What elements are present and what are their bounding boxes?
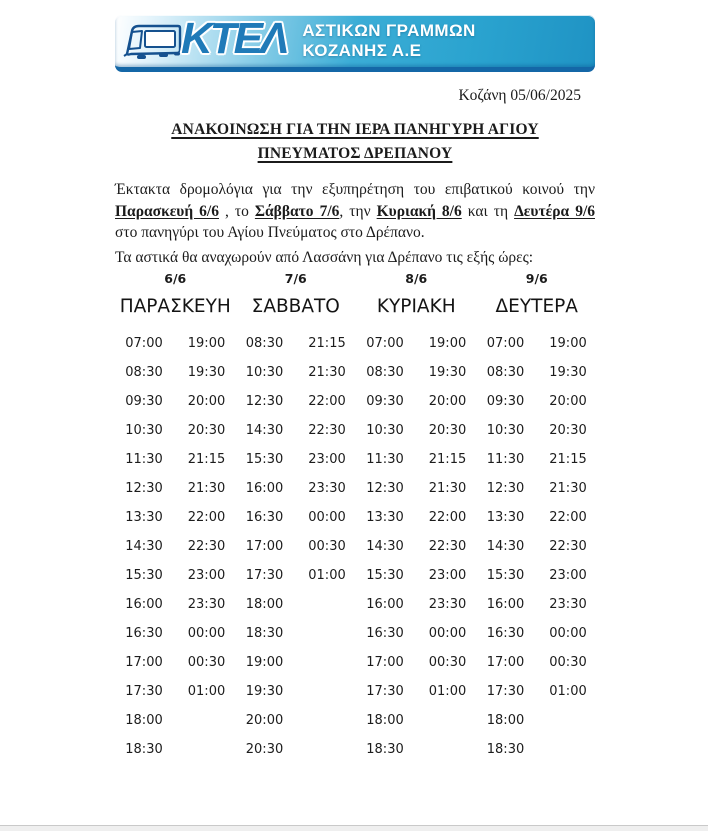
departure-time-cell: 13:30 — [486, 510, 525, 525]
schedule-day-group — [356, 590, 477, 619]
departure-time-cell: 20:00 — [549, 394, 587, 409]
schedule-day-group — [115, 706, 236, 735]
departure-time-cell: 10:30 — [486, 423, 525, 438]
departure-time-cell: 00:30 — [549, 655, 587, 670]
departure-time-cell: 18:00 — [125, 713, 163, 728]
schedule-day-group — [236, 561, 357, 590]
departure-time-cell: 20:00 — [187, 394, 226, 409]
departure-time-cell: 01:00 — [549, 684, 587, 699]
schedule-day-group — [236, 329, 357, 358]
departure-time-cell: 00:30 — [428, 655, 467, 670]
departure-time-cell: 19:00 — [245, 655, 284, 670]
schedule-day-group — [477, 619, 598, 648]
departure-time-cell: 16:30 — [366, 626, 404, 641]
schedule-day-group — [356, 474, 477, 503]
schedule-day-group — [236, 677, 357, 706]
schedule-day-group — [477, 735, 598, 764]
schedule-day-group — [236, 445, 357, 474]
departure-time-cell: 16:00 — [486, 597, 525, 612]
schedule-day-group — [115, 503, 236, 532]
departure-time-cell: 17:00 — [245, 539, 284, 554]
schedule-days-row — [115, 290, 597, 323]
schedule-day-group — [356, 445, 477, 474]
schedule-day-group — [356, 503, 477, 532]
departure-time-cell: 14:30 — [486, 539, 525, 554]
schedule-day-group — [236, 416, 357, 445]
schedule-day-group — [477, 474, 598, 503]
title-line1: ΑΝΑΚΟΙΝΩΣΗ ΓΙΑ ΤΗΝ ΙΕΡΑ ΠΑΝΗΓΥΡΗ ΑΓΙΟΥ — [171, 121, 539, 138]
departure-time-cell: 17:30 — [486, 684, 525, 699]
schedule-row — [115, 445, 597, 474]
departure-time-cell: 19:00 — [187, 336, 226, 351]
departure-time-cell: 17:30 — [366, 684, 404, 699]
departure-time-cell: 16:30 — [486, 626, 525, 641]
schedule-day-group — [236, 474, 357, 503]
departure-time-cell: 14:30 — [366, 539, 404, 554]
departure-time-cell: 20:30 — [549, 423, 587, 438]
schedule-day-header: ΠΑΡΑΣΚΕΥΗ — [119, 296, 231, 317]
schedule-day-group — [477, 677, 598, 706]
schedule-day-group — [236, 619, 357, 648]
departure-time-cell: 14:30 — [125, 539, 163, 554]
ktel-logo — [115, 15, 595, 72]
departure-schedule-table — [115, 270, 597, 764]
departure-time-cell: 23:30 — [549, 597, 587, 612]
schedule-day-group — [236, 706, 357, 735]
schedule-day-group — [236, 387, 357, 416]
departure-time-cell: 15:30 — [486, 568, 525, 583]
departure-time-cell: 11:30 — [366, 452, 404, 467]
departure-time-cell: 21:15 — [308, 336, 346, 351]
departure-time-cell: 22:30 — [549, 539, 587, 554]
departure-time-cell: 19:00 — [549, 336, 587, 351]
departure-note: Τα αστικά θα αναχωρούν από Λασσάνη για Δρέπανο τις εξής ώρες: — [115, 248, 534, 266]
departure-time-cell: 14:30 — [245, 423, 284, 438]
schedule-date-header: 9/6 — [525, 271, 548, 286]
intro-text-end: στο πανηγύρι του Αγίου Πνεύματος στο Δρέπανο. — [115, 224, 425, 241]
departure-time-cell: 17:00 — [486, 655, 525, 670]
schedule-day-group — [477, 387, 598, 416]
departure-time-cell: 09:30 — [366, 394, 404, 409]
schedule-day-group — [236, 735, 357, 764]
departure-time-cell: 10:30 — [125, 423, 163, 438]
schedule-day-header: ΔΕΥΤΕΡΑ — [495, 296, 578, 317]
departure-time-cell: 00:00 — [308, 510, 346, 525]
schedule-day-group — [356, 561, 477, 590]
schedule-day-header: ΣΑΒΒΑΤΟ — [251, 296, 340, 317]
schedule-day-group — [115, 648, 236, 677]
schedule-day-group — [115, 329, 236, 358]
intro-text: Έκτακτα δρομολόγια για την εξυπηρέτηση του επιβατικού κοινού την — [115, 181, 595, 198]
departure-time-cell: 09:30 — [125, 394, 163, 409]
title-line2: ΠΝΕΥΜΑΤΟΣ ΔΡΕΠΑΝΟΥ — [257, 145, 453, 162]
ktel-brand-text: ΚΤΕΛ — [181, 14, 287, 63]
intro-sunday: Κυριακή 8/6 — [376, 202, 462, 220]
logo-subtitle-line2: ΚΟΖΑΝΗΣ Α.Ε — [302, 41, 422, 60]
departure-time-cell: 12:30 — [245, 394, 284, 409]
intro-friday: Παρασκευή 6/6 — [115, 202, 219, 220]
schedule-date-header: 6/6 — [164, 271, 187, 286]
schedule-day-group — [115, 387, 236, 416]
schedule-row — [115, 387, 597, 416]
schedule-day-group — [115, 735, 236, 764]
schedule-day-group — [236, 590, 357, 619]
schedule-row — [115, 706, 597, 735]
departure-time-cell: 00:00 — [428, 626, 467, 641]
departure-time-cell: 00:00 — [549, 626, 587, 641]
departure-time-cell: 22:00 — [308, 394, 346, 409]
schedule-day-group — [477, 416, 598, 445]
window-bottom-edge — [0, 825, 708, 831]
departure-time-cell: 13:30 — [125, 510, 163, 525]
departure-time-cell: 00:30 — [187, 655, 226, 670]
intro-sep1: , το — [218, 202, 255, 220]
departure-time-cell: 12:30 — [125, 481, 163, 496]
departure-time-cell: 21:15 — [428, 452, 467, 467]
departure-time-cell: 22:30 — [308, 423, 346, 438]
departure-time-cell: 21:15 — [187, 452, 226, 467]
intro-monday: Δευτέρα 9/6 — [514, 202, 595, 220]
departure-time-cell: 16:30 — [245, 510, 284, 525]
departure-time-cell: 23:30 — [428, 597, 467, 612]
departure-time-cell: 22:30 — [187, 539, 226, 554]
schedule-day-group — [115, 416, 236, 445]
departure-time-cell: 00:30 — [308, 539, 346, 554]
departure-time-cell: 11:30 — [125, 452, 163, 467]
departure-time-cell: 23:30 — [308, 481, 346, 496]
departure-time-cell: 21:30 — [549, 481, 587, 496]
departure-time-cell: 21:30 — [428, 481, 467, 496]
logo-subtitle-line1: ΑΣΤΙΚΩΝ ΓΡΑΜΜΩΝ — [302, 20, 476, 40]
schedule-day-group — [356, 358, 477, 387]
departure-time-cell: 01:00 — [187, 684, 226, 699]
departure-time-cell: 21:30 — [308, 365, 346, 380]
departure-time-cell: 07:00 — [486, 336, 525, 351]
departure-time-cell: 16:30 — [125, 626, 163, 641]
schedule-day-group — [236, 648, 357, 677]
departure-time-cell: 13:30 — [366, 510, 404, 525]
schedule-date-header: 8/6 — [405, 271, 428, 286]
schedule-day-group — [477, 503, 598, 532]
departure-time-cell: 23:30 — [187, 597, 226, 612]
departure-time-cell: 01:00 — [308, 568, 346, 583]
schedule-day-group — [356, 387, 477, 416]
departure-time-cell: 16:00 — [125, 597, 163, 612]
departure-time-cell: 23:00 — [428, 568, 467, 583]
schedule-day-group — [115, 445, 236, 474]
departure-time-cell: 23:00 — [187, 568, 226, 583]
schedule-day-group — [477, 445, 598, 474]
departure-time-cell: 20:30 — [187, 423, 226, 438]
schedule-day-group — [477, 358, 598, 387]
departure-time-cell: 22:30 — [428, 539, 467, 554]
departure-time-cell: 17:30 — [125, 684, 163, 699]
departure-time-cell: 10:30 — [245, 365, 284, 380]
schedule-row — [115, 619, 597, 648]
departure-time-cell: 19:30 — [428, 365, 467, 380]
departure-time-cell: 18:30 — [486, 742, 525, 757]
schedule-day-group — [115, 358, 236, 387]
departure-time-cell: 01:00 — [428, 684, 467, 699]
schedule-day-group — [477, 561, 598, 590]
intro-paragraph — [115, 179, 595, 244]
schedule-day-group — [115, 532, 236, 561]
departure-time-cell: 15:30 — [245, 452, 284, 467]
schedule-day-group — [477, 590, 598, 619]
schedule-day-group — [236, 532, 357, 561]
schedule-day-group — [356, 416, 477, 445]
schedule-dates-row — [115, 270, 597, 287]
schedule-row — [115, 648, 597, 677]
departure-time-cell: 11:30 — [486, 452, 525, 467]
departure-time-cell: 16:00 — [245, 481, 284, 496]
departure-time-cell: 15:30 — [366, 568, 404, 583]
departure-time-cell: 22:00 — [187, 510, 226, 525]
schedule-day-header: ΚΥΡΙΑΚΗ — [376, 296, 456, 317]
schedule-row — [115, 358, 597, 387]
schedule-row — [115, 532, 597, 561]
departure-time-cell: 18:30 — [245, 626, 284, 641]
schedule-row — [115, 590, 597, 619]
departure-time-cell: 21:30 — [187, 481, 226, 496]
schedule-day-group — [115, 561, 236, 590]
schedule-day-group — [356, 619, 477, 648]
schedule-day-group — [115, 590, 236, 619]
departure-time-cell: 23:00 — [549, 568, 587, 583]
schedule-day-group — [356, 677, 477, 706]
departure-time-cell: 20:00 — [245, 713, 284, 728]
departure-time-cell: 22:00 — [428, 510, 467, 525]
schedule-day-group — [236, 358, 357, 387]
intro-sep3: και τη — [461, 202, 515, 220]
departure-time-cell: 20:30 — [245, 742, 284, 757]
schedule-day-group — [477, 329, 598, 358]
logo-subtitle — [302, 21, 475, 61]
departure-time-cell: 08:30 — [245, 336, 284, 351]
schedule-day-group — [115, 619, 236, 648]
schedule-date-header: 7/6 — [284, 271, 307, 286]
departure-time-cell: 12:30 — [486, 481, 525, 496]
departure-time-cell: 20:00 — [428, 394, 467, 409]
announcement-document — [115, 0, 595, 764]
intro-sep2: , την — [339, 202, 377, 220]
departure-time-cell: 08:30 — [366, 365, 404, 380]
departure-time-cell: 18:00 — [245, 597, 284, 612]
departure-time-cell: 12:30 — [366, 481, 404, 496]
departure-time-cell: 19:30 — [187, 365, 226, 380]
departure-time-cell: 09:30 — [486, 394, 525, 409]
departure-time-cell: 17:30 — [245, 568, 284, 583]
departure-time-cell: 20:30 — [428, 423, 467, 438]
departure-time-cell: 19:00 — [428, 336, 467, 351]
schedule-row — [115, 329, 597, 358]
schedule-time-rows — [115, 329, 597, 764]
schedule-day-group — [356, 329, 477, 358]
schedule-day-group — [356, 735, 477, 764]
schedule-day-group — [477, 706, 598, 735]
departure-time-cell: 18:00 — [366, 713, 404, 728]
departure-time-cell: 17:00 — [125, 655, 163, 670]
departure-time-cell: 15:30 — [125, 568, 163, 583]
departure-time-cell: 19:30 — [549, 365, 587, 380]
departure-time-cell: 17:00 — [366, 655, 404, 670]
schedule-day-group — [356, 648, 477, 677]
departure-time-cell: 18:00 — [486, 713, 525, 728]
schedule-day-group — [115, 677, 236, 706]
departure-time-cell: 18:30 — [125, 742, 163, 757]
schedule-day-group — [356, 706, 477, 735]
intro-saturday: Σάββατο 7/6 — [254, 202, 340, 220]
departure-time-cell: 08:30 — [486, 365, 525, 380]
announcement-title — [115, 118, 595, 166]
bus-icon — [119, 18, 185, 64]
departure-time-cell: 00:00 — [187, 626, 226, 641]
schedule-row — [115, 474, 597, 503]
departure-time-cell: 21:15 — [549, 452, 587, 467]
schedule-day-group — [477, 648, 598, 677]
schedule-day-group — [115, 474, 236, 503]
departure-time-cell: 07:00 — [366, 336, 404, 351]
departure-time-cell: 10:30 — [366, 423, 404, 438]
schedule-row — [115, 561, 597, 590]
departure-time-cell: 07:00 — [125, 336, 163, 351]
schedule-day-group — [236, 503, 357, 532]
schedule-row — [115, 735, 597, 764]
document-date: Κοζάνη 05/06/2025 — [458, 87, 581, 104]
schedule-row — [115, 677, 597, 706]
departure-time-cell: 16:00 — [366, 597, 404, 612]
schedule-row — [115, 503, 597, 532]
departure-time-cell: 18:30 — [366, 742, 404, 757]
schedule-row — [115, 416, 597, 445]
departure-time-cell: 22:00 — [549, 510, 587, 525]
schedule-day-group — [356, 532, 477, 561]
departure-time-cell: 08:30 — [125, 365, 163, 380]
departure-time-cell: 23:00 — [308, 452, 346, 467]
departure-time-cell: 19:30 — [245, 684, 284, 699]
schedule-day-group — [477, 532, 598, 561]
